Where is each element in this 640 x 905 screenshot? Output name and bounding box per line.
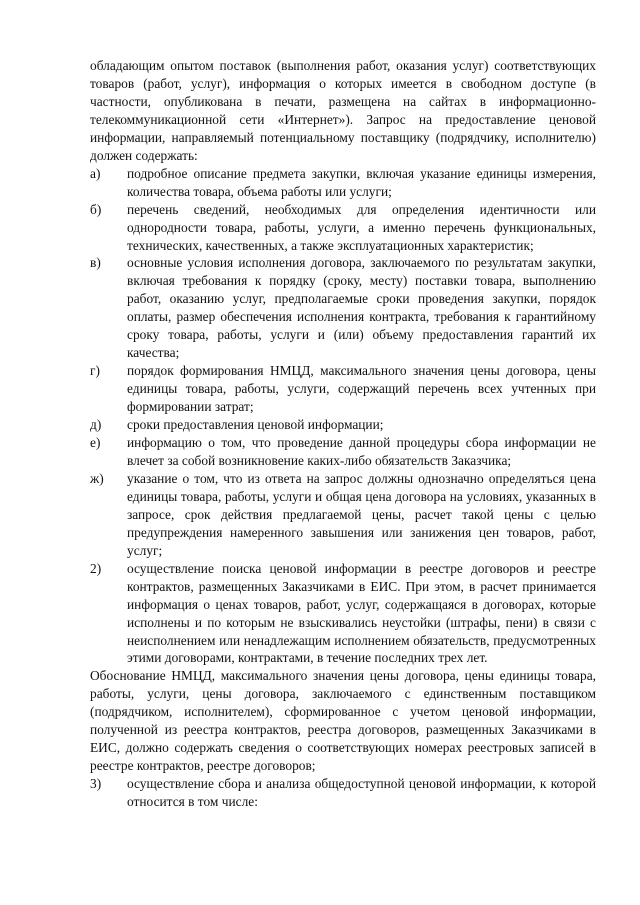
list-item-b — [90, 201, 596, 255]
list-text: осуществление сбора и анализа общедоступной ценовой информации, к которой относится в том числе: — [127, 776, 596, 810]
list-marker: г) — [90, 363, 100, 379]
list-text: основные условия исполнения договора, заключаемого по результатам закупки, включая требования к порядку (сроку, месту) поставки товара, выполнению работ, оказанию услуг, предполагаемые сроки проведения закупки, порядок оплаты, размер обеспечения исполнения контракта, требования к гарантийному сроку товара, работы, услуги и (или) объему предоставления гарантий их качества; — [127, 255, 596, 361]
list-item-e — [90, 434, 596, 470]
list-text: подробное описание предмета закупки, включая указание единицы измерения, количества товара, объема работы или услуги; — [127, 165, 596, 199]
list-marker: а) — [90, 165, 101, 181]
list-text: сроки предоставления ценовой информации; — [127, 417, 384, 433]
list-text: перечень сведений, необходимых для определения идентичности или однородности товара, работы, услуги, а именно перечень функциональных, технических, качественных, а также эксплуатационных характеристик; — [127, 201, 596, 253]
list-item-2 — [90, 560, 596, 668]
list-item-zh — [90, 470, 596, 560]
list-text: указание о том, что из ответа на запрос должны однозначно определяться цена единицы товара, работы, услуги и общая цена договора на условиях, указанных в запросе, срок действия предлагаемой цены, расчет такой цены с целью предупреждения намеренного завышения или занижения цен товаров, работ, услуг; — [127, 470, 596, 558]
list-item-3 — [90, 775, 596, 811]
list-text: порядок формирования НМЦД, максимального значения цены договора, цены единицы товара, работы, услуги, содержащий перечень всех учтенных при формировании затрат; — [127, 363, 596, 415]
list-item-d — [90, 416, 596, 434]
list-text: осуществление поиска ценовой информации в реестре договоров и реестре контрактов, размещенных Заказчиками в ЕИС. При этом, в расчет принимается информация о ценах товаров, работ, услуг, содержащаяся в договорах, которые исполнены и по которым не взыскивались неустойки (штрафы, пени) в связи с неисполнением или ненадлежащим исполнением обязательств, предусмотренных этими договорами, контрактами, в течение последних трех лет. — [127, 560, 596, 666]
intro-paragraph: обладающим опытом поставок (выполнения работ, оказания услуг) соответствующих товаров (работ, услуг), информация о которых имеется в свободном доступе (в частности, опубликована в печати, размещена на сайтах в информационно-телекоммуникационной сети «Интернет»). Запрос на предоставление ценовой информации, направляемый потенциальному поставщику (подрядчику, исполнителю) должен содержать: — [90, 58, 596, 163]
document-page — [90, 57, 596, 811]
list-marker: ж) — [90, 470, 104, 486]
list-marker: 3) — [90, 776, 102, 792]
list-marker: е) — [90, 435, 101, 451]
list-text: информацию о том, что проведение данной процедуры сбора информации не влечет за собой возникновение каких-либо обязательств Заказчика; — [127, 435, 596, 468]
list-item-v — [90, 254, 596, 362]
list-marker: в) — [90, 255, 101, 271]
list-marker: д) — [90, 417, 102, 433]
list-item-a — [90, 165, 596, 201]
list-item-g — [90, 362, 596, 416]
list-marker: б) — [90, 201, 102, 217]
list-marker: 2) — [90, 560, 102, 576]
justification-paragraph: Обоснование НМЦД, максимального значения цены договора, цены единицы товара, работы, услуги, цены договора, заключаемого с единственным поставщиком (подрядчиком, исполнителем), сформированное с учетом ценовой информации, полученной из реестра контрактов, реестра договоров, размещенных Заказчиками в ЕИС, должно содержать сведения о соответствующих номерах реестровых записей в реестре контрактов, реестре договоров; — [90, 668, 596, 774]
